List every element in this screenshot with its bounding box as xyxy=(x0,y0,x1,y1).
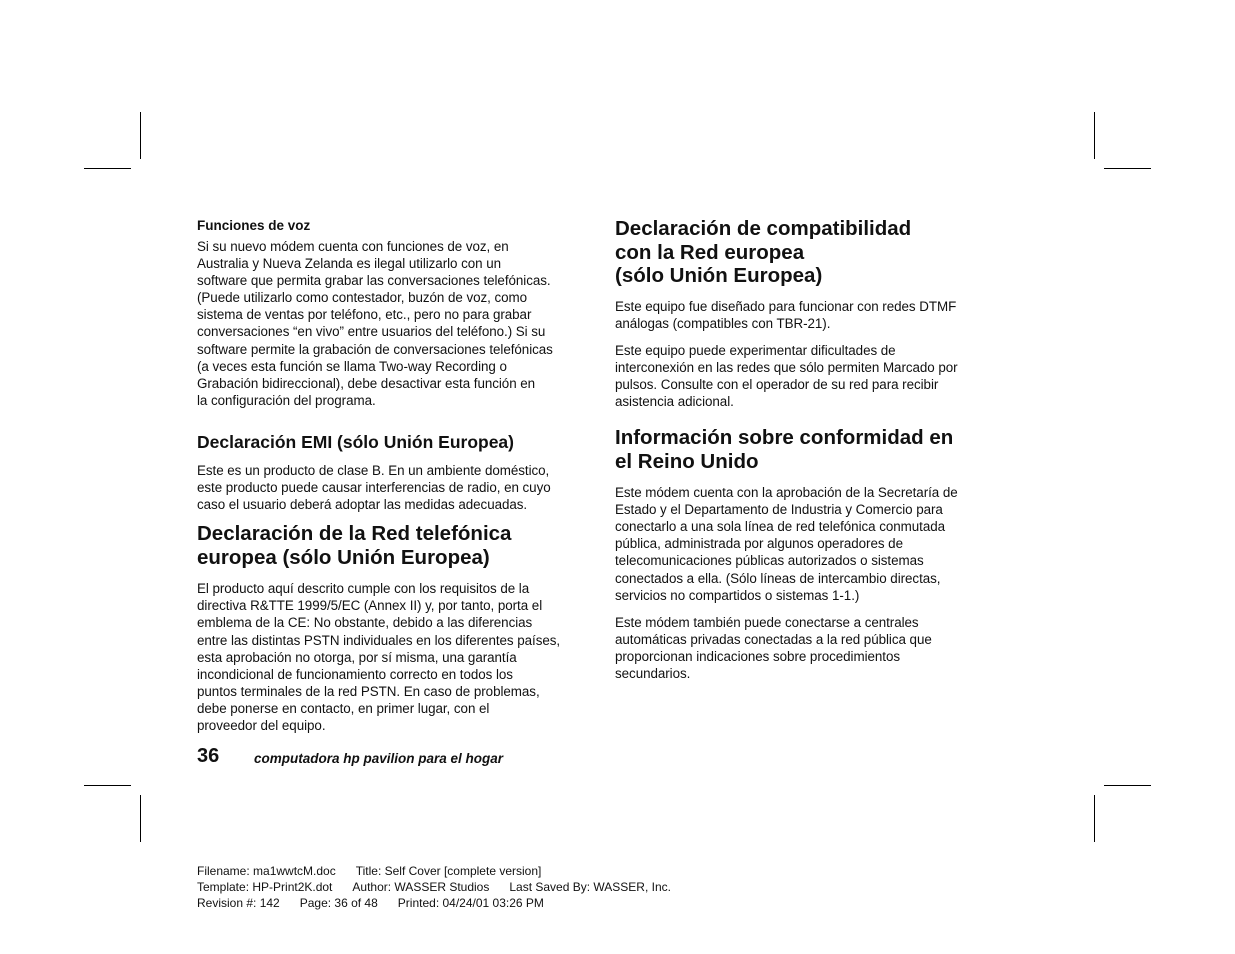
meta-printed: Printed: 04/24/01 03:26 PM xyxy=(397,896,544,910)
left-column xyxy=(197,217,577,734)
crop-mark-top-left-vertical xyxy=(140,112,141,159)
meta-filename: Filename: ma1wwtcM.doc xyxy=(197,864,336,878)
crop-mark-top-right-vertical xyxy=(1094,112,1095,159)
meta-revision: Revision #: 142 xyxy=(197,896,280,910)
meta-author: Author: WASSER Studios xyxy=(352,880,490,894)
metadata-row xyxy=(197,895,691,911)
voice-functions-text: Si su nuevo módem cuenta con funciones de voz, en Australia y Nueva Zelanda es ilegal utilizarlo con un software que permita grabar las conversaciones telefónicas. (Puede utilizarlo como contestador, buzón de voz, como sistema de ventas por teléfono, etc., pero no para grabar conversaciones “en vivo” entre usuarios del teléfono.) Si su software permite la grabación de conversaciones telefónicas (a veces esta función se llama Two-way Recording o Grabación bidireccional), debe desactivar esta función en la configuración del programa. xyxy=(197,239,553,408)
document-metadata xyxy=(197,863,691,911)
uk-conformity-text-2: Este módem también puede conectarse a centrales automáticas privadas conectadas a la red pública que proporcionan indicaciones sobre procedimientos secundarios. xyxy=(615,614,932,681)
compatibility-text-2: Este equipo puede experimentar dificultades de interconexión en las redes que sólo permiten Marcado por pulsos. Consulte con el operador de su red para recibir asistencia adicional. xyxy=(615,342,958,409)
compatibility-heading: Declaración de compatibilidad con la Red europea (sólo Unión Europea) xyxy=(615,217,912,287)
book-title: computadora hp pavilion para el hogar xyxy=(254,751,504,766)
compatibility-text-1: Este equipo fue diseñado para funcionar con redes DTMF análogas (compatibles con TBR-21). xyxy=(615,298,957,331)
meta-page: Page: 36 of 48 xyxy=(299,896,378,910)
page-number: 36 xyxy=(197,745,220,767)
crop-mark-bottom-left-horizontal xyxy=(84,785,131,786)
emi-text: Este es un producto de clase B. En un ambiente doméstico, este producto puede causar interferencias de radio, en cuyo caso el usuario deberá adoptar las medidas adecuadas. xyxy=(197,462,551,513)
metadata-row xyxy=(197,879,691,895)
meta-template: Template: HP-Print2K.dot xyxy=(197,880,333,894)
uk-conformity-text-1: Este módem cuenta con la aprobación de la Secretaría de Estado y el Departamento de Industria y Comercio para conectarlo a una sola línea de red telefónica conmutada pública, administrada por algunos operadores de telecomunicaciones públicas autorizados o sistemas conectados a ella. (Sólo líneas de intercambio directas, servicios no compartidos o sistemas 1-1.) xyxy=(615,485,958,603)
metadata-row xyxy=(197,863,691,879)
crop-mark-bottom-right-vertical xyxy=(1094,795,1095,842)
crop-mark-bottom-right-horizontal xyxy=(1104,785,1151,786)
meta-title: Title: Self Cover [complete version] xyxy=(355,864,542,878)
crop-mark-top-left-horizontal xyxy=(84,168,131,169)
voice-functions-heading: Funciones de voz xyxy=(197,218,311,233)
right-column xyxy=(615,217,1000,682)
meta-last-saved: Last Saved By: WASSER, Inc. xyxy=(509,880,671,894)
uk-conformity-heading: Información sobre conformidad en el Reino Unido xyxy=(615,426,954,473)
crop-mark-top-right-horizontal xyxy=(1104,168,1151,169)
crop-mark-bottom-left-vertical xyxy=(140,795,141,842)
network-text: El producto aquí descrito cumple con los requisitos de la directiva R&TTE 1999/5/EC (Annex II) y, por tanto, porta el emblema de la CE: No obstante, debido a las diferencias entre las distintas PSTN individuales en los diferentes países, esta aprobación no otorga, por sí misma, una garantía incondicional de funcionamiento correcto en todos los puntos terminales de la red PSTN. En caso de problemas, debe ponerse en contacto, en primer lugar, con el proveedor del equipo. xyxy=(197,581,561,733)
network-heading: Declaración de la Red telefónica europea (sólo Unión Europea) xyxy=(197,522,512,569)
emi-heading: Declaración EMI (sólo Unión Europea) xyxy=(197,431,514,452)
